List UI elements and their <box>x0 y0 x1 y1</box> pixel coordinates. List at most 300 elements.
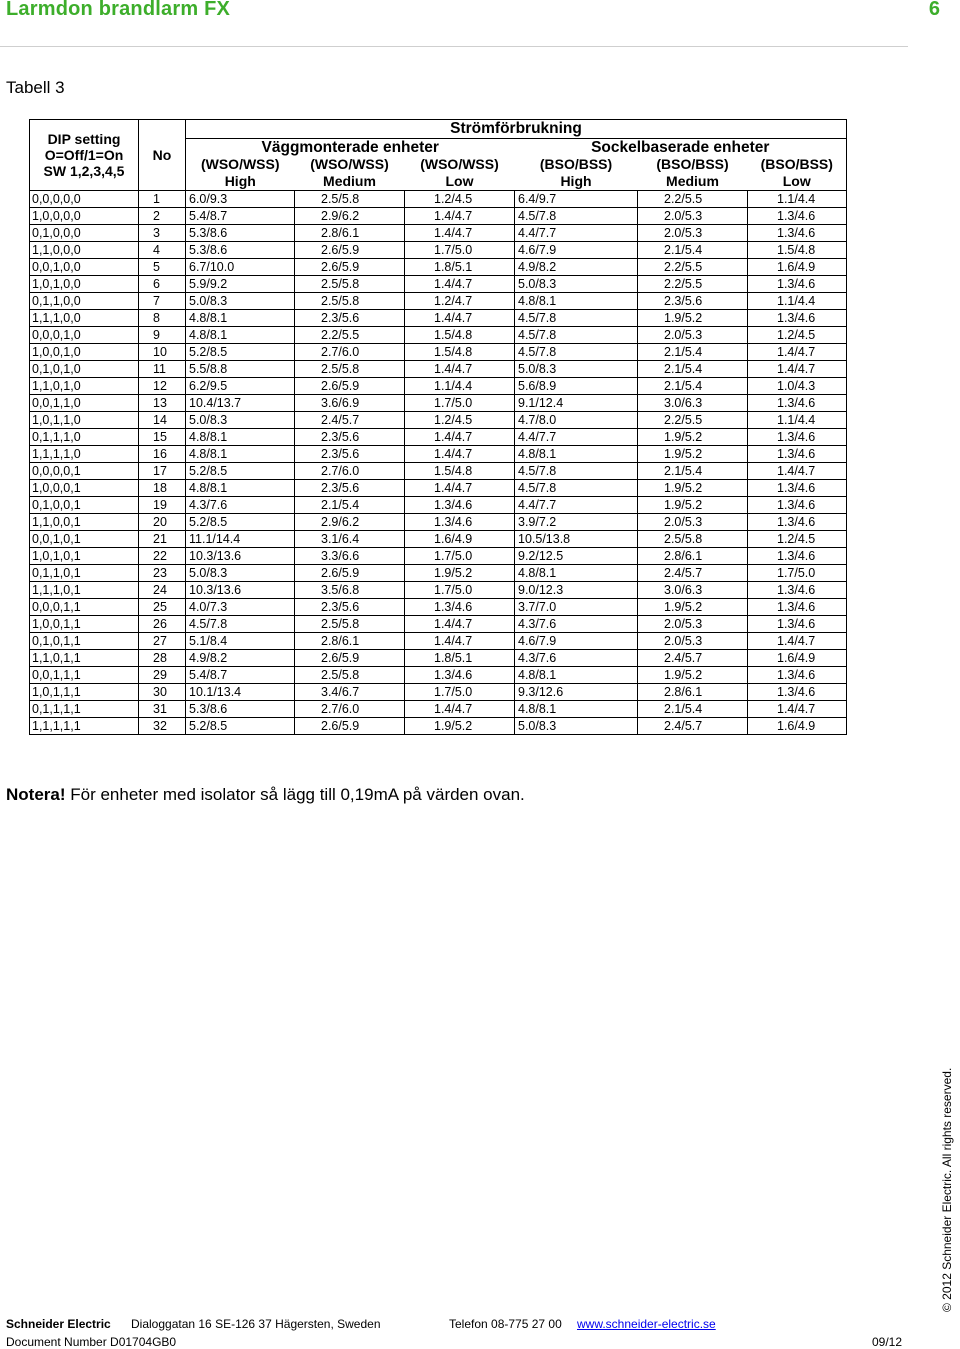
wso-low-cell: 1.1/4.4 <box>405 378 515 395</box>
wso-medium-cell: 2.3/5.6 <box>295 480 405 497</box>
no-cell: 2 <box>139 208 186 225</box>
table-row <box>30 684 847 701</box>
bso-low-cell: 1.3/4.6 <box>748 497 847 514</box>
subheader-level: High <box>515 173 638 191</box>
wso-low-cell: 1.5/4.8 <box>405 327 515 344</box>
wso-high-cell: 5.2/8.5 <box>186 344 295 361</box>
table-row <box>30 225 847 242</box>
bso-high-cell: 5.0/8.3 <box>515 718 638 735</box>
wso-low-cell: 1.4/4.7 <box>405 225 515 242</box>
wso-low-cell: 1.9/5.2 <box>405 718 515 735</box>
dip-setting-cell: 0,1,0,1,0 <box>30 361 139 378</box>
wso-medium-cell: 2.5/5.8 <box>295 667 405 684</box>
dip-setting-cell: 1,0,1,1,1 <box>30 684 139 701</box>
current-consumption-table <box>29 119 847 735</box>
bso-medium-cell: 2.3/5.6 <box>638 293 748 310</box>
dip-setting-cell: 1,0,1,0,1 <box>30 548 139 565</box>
table-row <box>30 701 847 718</box>
wso-low-cell: 1.9/5.2 <box>405 565 515 582</box>
copyright: © 2012 Schneider Electric. All rights reserved. <box>940 1067 954 1312</box>
subheader-model: (WSO/WSS) <box>420 156 499 172</box>
table-row <box>30 344 847 361</box>
bso-high-cell: 4.8/8.1 <box>515 446 638 463</box>
no-cell: 19 <box>139 497 186 514</box>
wso-low-cell: 1.3/4.6 <box>405 667 515 684</box>
bso-medium-cell: 2.0/5.3 <box>638 225 748 242</box>
bso-low-cell: 1.5/4.8 <box>748 242 847 259</box>
bso-high-cell: 9.0/12.3 <box>515 582 638 599</box>
dip-header-line: O=Off/1=On <box>44 147 124 163</box>
wso-medium-cell: 2.5/5.8 <box>295 276 405 293</box>
wso-high-cell: 5.3/8.6 <box>186 225 295 242</box>
subheader-model: (WSO/WSS) <box>200 156 280 172</box>
subheader-level: Medium <box>295 173 405 191</box>
no-cell: 8 <box>139 310 186 327</box>
dip-setting-cell: 0,0,0,0,0 <box>30 191 139 208</box>
table-row <box>30 429 847 446</box>
bso-medium-cell: 1.9/5.2 <box>638 310 748 327</box>
table-row <box>30 497 847 514</box>
wso-high-cell: 5.3/8.6 <box>186 242 295 259</box>
wso-high-cell: 4.5/7.8 <box>186 616 295 633</box>
wso-low-cell: 1.4/4.7 <box>405 276 515 293</box>
wso-low-cell: 1.7/5.0 <box>405 684 515 701</box>
subheader-level: Low <box>748 173 847 191</box>
bso-medium-cell: 2.4/5.7 <box>638 718 748 735</box>
table-row <box>30 446 847 463</box>
wso-high-cell: 5.0/8.3 <box>186 412 295 429</box>
subheader-level: High <box>186 173 295 191</box>
dip-setting-cell: 1,0,1,1,0 <box>30 412 139 429</box>
wso-low-cell: 1.4/4.7 <box>405 633 515 650</box>
wso-low-cell: 1.5/4.8 <box>405 344 515 361</box>
bso-low-cell: 1.3/4.6 <box>748 480 847 497</box>
bso-high-cell: 4.4/7.7 <box>515 429 638 446</box>
dip-setting-cell: 0,0,1,0,0 <box>30 259 139 276</box>
bso-low-cell: 1.3/4.6 <box>748 310 847 327</box>
footer-phone: Telefon 08-775 27 00 <box>449 1317 562 1331</box>
dip-setting-cell: 1,1,1,0,0 <box>30 310 139 327</box>
wso-low-cell: 1.2/4.7 <box>405 293 515 310</box>
wso-high-cell: 10.3/13.6 <box>186 548 295 565</box>
wso-high-cell: 6.2/9.5 <box>186 378 295 395</box>
bso-high-cell: 4.5/7.8 <box>515 480 638 497</box>
bso-high-cell: 4.8/8.1 <box>515 293 638 310</box>
no-cell: 12 <box>139 378 186 395</box>
wso-high-cell: 5.5/8.8 <box>186 361 295 378</box>
table-row <box>30 310 847 327</box>
wso-low-cell: 1.4/4.7 <box>405 429 515 446</box>
note-label: Notera! <box>6 785 66 804</box>
table-row <box>30 293 847 310</box>
wso-low-cell: 1.7/5.0 <box>405 242 515 259</box>
wso-medium-cell: 2.7/6.0 <box>295 344 405 361</box>
no-cell: 28 <box>139 650 186 667</box>
wso-low-cell: 1.4/4.7 <box>405 361 515 378</box>
wso-medium-cell: 2.3/5.6 <box>295 446 405 463</box>
table-row <box>30 718 847 735</box>
wso-high-cell: 5.9/9.2 <box>186 276 295 293</box>
bso-medium-cell: 1.9/5.2 <box>638 446 748 463</box>
wso-high-cell: 6.7/10.0 <box>186 259 295 276</box>
wso-high-cell: 5.3/8.6 <box>186 701 295 718</box>
no-cell: 4 <box>139 242 186 259</box>
table-row <box>30 276 847 293</box>
no-cell: 18 <box>139 480 186 497</box>
wso-high-cell: 4.9/8.2 <box>186 650 295 667</box>
subheader-model: (BSO/BSS) <box>748 156 847 173</box>
wso-high-cell: 5.2/8.5 <box>186 718 295 735</box>
bso-medium-cell: 2.1/5.4 <box>638 344 748 361</box>
dip-setting-cell: 1,0,1,0,0 <box>30 276 139 293</box>
table-row <box>30 378 847 395</box>
no-cell: 16 <box>139 446 186 463</box>
table-row <box>30 327 847 344</box>
wso-medium-cell: 2.6/5.9 <box>295 242 405 259</box>
dip-setting-header <box>30 120 139 191</box>
bso-low-cell: 1.4/4.7 <box>748 344 847 361</box>
wall-mounted-header: Väggmonterade enheter <box>186 139 515 157</box>
wso-high-cell: 4.0/7.3 <box>186 599 295 616</box>
bso-medium-cell: 2.0/5.3 <box>638 633 748 650</box>
bso-medium-cell: 2.2/5.5 <box>638 412 748 429</box>
table-row <box>30 395 847 412</box>
no-cell: 10 <box>139 344 186 361</box>
dip-setting-cell: 1,0,0,0,1 <box>30 480 139 497</box>
bso-low-cell: 1.3/4.6 <box>748 582 847 599</box>
dip-setting-cell: 1,1,1,1,1 <box>30 718 139 735</box>
dip-setting-cell: 0,1,0,0,1 <box>30 497 139 514</box>
bso-low-cell: 1.3/4.6 <box>748 599 847 616</box>
no-header: No <box>139 120 186 191</box>
wso-medium-cell: 2.9/6.2 <box>295 514 405 531</box>
footer-address: Dialoggatan 16 SE-126 37 Hägersten, Sweden <box>131 1317 381 1331</box>
no-cell: 27 <box>139 633 186 650</box>
bso-medium-cell: 1.9/5.2 <box>638 667 748 684</box>
bso-high-cell: 4.7/8.0 <box>515 412 638 429</box>
wso-high-cell: 5.4/8.7 <box>186 667 295 684</box>
bso-high-cell: 4.8/8.1 <box>515 701 638 718</box>
wso-low-cell: 1.5/4.8 <box>405 463 515 480</box>
dip-header-line: DIP setting <box>47 131 121 147</box>
header-divider <box>0 46 908 47</box>
wso-low-cell: 1.4/4.7 <box>405 701 515 718</box>
table-row <box>30 480 847 497</box>
bso-low-cell: 1.0/4.3 <box>748 378 847 395</box>
no-cell: 22 <box>139 548 186 565</box>
wso-low-cell: 1.7/5.0 <box>405 582 515 599</box>
table-row <box>30 208 847 225</box>
bso-low-cell: 1.1/4.4 <box>748 293 847 310</box>
no-cell: 24 <box>139 582 186 599</box>
wso-medium-cell: 2.7/6.0 <box>295 463 405 480</box>
bso-high-cell: 4.5/7.8 <box>515 344 638 361</box>
bso-medium-cell: 2.1/5.4 <box>638 463 748 480</box>
table-row <box>30 599 847 616</box>
wso-low-cell: 1.4/4.7 <box>405 310 515 327</box>
bso-low-cell: 1.3/4.6 <box>748 395 847 412</box>
base-mounted-header: Sockelbaserade enheter <box>515 139 847 157</box>
wso-high-cell: 4.8/8.1 <box>186 429 295 446</box>
dip-setting-cell: 0,1,1,1,0 <box>30 429 139 446</box>
dip-setting-cell: 1,1,1,0,1 <box>30 582 139 599</box>
wso-low-cell: 1.2/4.5 <box>405 191 515 208</box>
wso-low-cell: 1.3/4.6 <box>405 497 515 514</box>
wso-high-cell: 4.3/7.6 <box>186 497 295 514</box>
bso-low-cell: 1.1/4.4 <box>748 412 847 429</box>
wso-low-cell: 1.4/4.7 <box>405 446 515 463</box>
dip-header-line: SW 1,2,3,4,5 <box>43 163 125 179</box>
wso-low-cell: 1.3/4.6 <box>405 514 515 531</box>
wso-high-cell: 5.4/8.7 <box>186 208 295 225</box>
bso-low-cell: 1.7/5.0 <box>748 565 847 582</box>
wso-high-cell: 5.2/8.5 <box>186 463 295 480</box>
wso-medium-cell: 3.1/6.4 <box>295 531 405 548</box>
dip-setting-cell: 1,0,0,1,0 <box>30 344 139 361</box>
wso-high-cell: 5.1/8.4 <box>186 633 295 650</box>
wso-low-cell: 1.4/4.7 <box>405 208 515 225</box>
bso-high-cell: 6.4/9.7 <box>515 191 638 208</box>
no-cell: 11 <box>139 361 186 378</box>
dip-setting-cell: 0,1,0,0,0 <box>30 225 139 242</box>
bso-low-cell: 1.3/4.6 <box>748 276 847 293</box>
dip-setting-cell: 0,0,0,1,1 <box>30 599 139 616</box>
wso-high-cell: 5.0/8.3 <box>186 565 295 582</box>
wso-medium-cell: 2.2/5.5 <box>295 327 405 344</box>
bso-low-cell: 1.2/4.5 <box>748 531 847 548</box>
no-cell: 15 <box>139 429 186 446</box>
dip-setting-cell: 0,0,1,1,0 <box>30 395 139 412</box>
subheader-level: Low <box>405 173 515 191</box>
bso-medium-cell: 2.2/5.5 <box>638 191 748 208</box>
wso-medium-cell: 2.3/5.6 <box>295 429 405 446</box>
wso-high-cell: 5.0/8.3 <box>186 293 295 310</box>
no-cell: 30 <box>139 684 186 701</box>
no-cell: 32 <box>139 718 186 735</box>
bso-low-cell: 1.3/4.6 <box>748 667 847 684</box>
dip-setting-cell: 0,1,1,0,1 <box>30 565 139 582</box>
wso-low-cell: 1.3/4.6 <box>405 599 515 616</box>
bso-high-cell: 4.3/7.6 <box>515 616 638 633</box>
wso-medium-cell: 2.6/5.9 <box>295 259 405 276</box>
bso-medium-cell: 2.0/5.3 <box>638 208 748 225</box>
table-row <box>30 582 847 599</box>
no-cell: 13 <box>139 395 186 412</box>
bso-low-cell: 1.3/4.6 <box>748 684 847 701</box>
bso-medium-cell: 2.1/5.4 <box>638 378 748 395</box>
table-row <box>30 548 847 565</box>
wso-medium-cell: 2.8/6.1 <box>295 633 405 650</box>
bso-low-cell: 1.3/4.6 <box>748 225 847 242</box>
bso-high-cell: 9.3/12.6 <box>515 684 638 701</box>
wso-medium-cell: 3.4/6.7 <box>295 684 405 701</box>
wso-high-cell: 4.8/8.1 <box>186 327 295 344</box>
group-header: Strömförbrukning <box>186 120 847 139</box>
no-cell: 6 <box>139 276 186 293</box>
wso-low-cell: 1.2/4.5 <box>405 412 515 429</box>
note-text: För enheter med isolator så lägg till 0,19mA på värden ovan. <box>65 785 525 804</box>
bso-high-cell: 4.6/7.9 <box>515 633 638 650</box>
bso-low-cell: 1.4/4.7 <box>748 701 847 718</box>
table-title: Tabell 3 <box>6 78 65 97</box>
dip-setting-cell: 0,0,0,0,1 <box>30 463 139 480</box>
wso-medium-cell: 2.5/5.8 <box>295 293 405 310</box>
bso-high-cell: 4.4/7.7 <box>515 225 638 242</box>
table-row <box>30 667 847 684</box>
bso-low-cell: 1.3/4.6 <box>748 616 847 633</box>
bso-low-cell: 1.6/4.9 <box>748 259 847 276</box>
wso-medium-cell: 2.7/6.0 <box>295 701 405 718</box>
bso-medium-cell: 1.9/5.2 <box>638 599 748 616</box>
no-cell: 25 <box>139 599 186 616</box>
wso-medium-cell: 3.5/6.8 <box>295 582 405 599</box>
bso-low-cell: 1.3/4.6 <box>748 446 847 463</box>
bso-low-cell: 1.6/4.9 <box>748 718 847 735</box>
bso-medium-cell: 2.1/5.4 <box>638 242 748 259</box>
dip-setting-cell: 0,1,0,1,1 <box>30 633 139 650</box>
dip-setting-cell: 1,1,0,1,1 <box>30 650 139 667</box>
bso-medium-cell: 2.2/5.5 <box>638 259 748 276</box>
wso-medium-cell: 2.9/6.2 <box>295 208 405 225</box>
no-cell: 17 <box>139 463 186 480</box>
footer-website-link[interactable]: www.schneider-electric.se <box>577 1317 716 1331</box>
wso-low-cell: 1.6/4.9 <box>405 531 515 548</box>
wso-medium-cell: 2.1/5.4 <box>295 497 405 514</box>
table-row <box>30 616 847 633</box>
subheader-model: (BSO/BSS) <box>656 156 729 172</box>
no-cell: 20 <box>139 514 186 531</box>
bso-low-cell: 1.6/4.9 <box>748 650 847 667</box>
bso-low-cell: 1.1/4.4 <box>748 191 847 208</box>
bso-medium-cell: 2.0/5.3 <box>638 514 748 531</box>
dip-setting-cell: 1,1,0,1,0 <box>30 378 139 395</box>
no-cell: 29 <box>139 667 186 684</box>
bso-high-cell: 4.9/8.2 <box>515 259 638 276</box>
bso-medium-cell: 2.8/6.1 <box>638 684 748 701</box>
bso-low-cell: 1.4/4.7 <box>748 463 847 480</box>
table-row <box>30 259 847 276</box>
bso-low-cell: 1.3/4.6 <box>748 514 847 531</box>
note <box>6 785 525 805</box>
doc-header-title: Larmdon brandlarm FX <box>6 0 231 20</box>
wso-high-cell: 4.8/8.1 <box>186 446 295 463</box>
footer-doc-number: Document Number D01704GB0 <box>6 1335 177 1349</box>
wso-low-cell: 1.8/5.1 <box>405 650 515 667</box>
wso-high-cell: 4.8/8.1 <box>186 310 295 327</box>
subheader-level: Medium <box>638 173 748 191</box>
wso-high-cell: 10.1/13.4 <box>186 684 295 701</box>
bso-high-cell: 5.0/8.3 <box>515 361 638 378</box>
bso-medium-cell: 2.8/6.1 <box>638 548 748 565</box>
bso-high-cell: 5.0/8.3 <box>515 276 638 293</box>
dip-setting-cell: 1,1,1,1,0 <box>30 446 139 463</box>
bso-low-cell: 1.4/4.7 <box>748 361 847 378</box>
wso-medium-cell: 2.8/6.1 <box>295 225 405 242</box>
bso-high-cell: 4.5/7.8 <box>515 310 638 327</box>
bso-high-cell: 4.5/7.8 <box>515 327 638 344</box>
table-row <box>30 514 847 531</box>
no-cell: 7 <box>139 293 186 310</box>
dip-setting-cell: 1,0,0,0,0 <box>30 208 139 225</box>
bso-high-cell: 4.6/7.9 <box>515 242 638 259</box>
bso-low-cell: 1.2/4.5 <box>748 327 847 344</box>
no-cell: 5 <box>139 259 186 276</box>
wso-medium-cell: 2.5/5.8 <box>295 361 405 378</box>
bso-medium-cell: 1.9/5.2 <box>638 429 748 446</box>
wso-medium-cell: 3.6/6.9 <box>295 395 405 412</box>
wso-low-cell: 1.8/5.1 <box>405 259 515 276</box>
table-row <box>30 650 847 667</box>
wso-low-cell: 1.4/4.7 <box>405 616 515 633</box>
bso-high-cell: 4.3/7.6 <box>515 650 638 667</box>
bso-high-cell: 4.5/7.8 <box>515 463 638 480</box>
wso-medium-cell: 2.4/5.7 <box>295 412 405 429</box>
bso-high-cell: 3.7/7.0 <box>515 599 638 616</box>
no-cell: 1 <box>139 191 186 208</box>
wso-high-cell: 5.2/8.5 <box>186 514 295 531</box>
dip-setting-cell: 1,0,0,1,1 <box>30 616 139 633</box>
wso-high-cell: 4.8/8.1 <box>186 480 295 497</box>
no-cell: 26 <box>139 616 186 633</box>
bso-medium-cell: 2.4/5.7 <box>638 650 748 667</box>
bso-high-cell: 10.5/13.8 <box>515 531 638 548</box>
subheader-model: (BSO/BSS) <box>539 156 613 172</box>
dip-setting-cell: 0,0,0,1,0 <box>30 327 139 344</box>
bso-medium-cell: 2.0/5.3 <box>638 327 748 344</box>
bso-high-cell: 4.8/8.1 <box>515 565 638 582</box>
bso-medium-cell: 2.4/5.7 <box>638 565 748 582</box>
bso-medium-cell: 1.9/5.2 <box>638 497 748 514</box>
dip-setting-cell: 0,0,1,0,1 <box>30 531 139 548</box>
bso-medium-cell: 2.1/5.4 <box>638 701 748 718</box>
bso-medium-cell: 2.1/5.4 <box>638 361 748 378</box>
bso-medium-cell: 2.0/5.3 <box>638 616 748 633</box>
no-cell: 21 <box>139 531 186 548</box>
table-row <box>30 191 847 208</box>
wso-medium-cell: 2.6/5.9 <box>295 378 405 395</box>
bso-high-cell: 4.8/8.1 <box>515 667 638 684</box>
bso-high-cell: 3.9/7.2 <box>515 514 638 531</box>
table-row <box>30 531 847 548</box>
wso-medium-cell: 2.3/5.6 <box>295 599 405 616</box>
no-cell: 31 <box>139 701 186 718</box>
table-row <box>30 412 847 429</box>
wso-medium-cell: 2.6/5.9 <box>295 718 405 735</box>
wso-medium-cell: 2.6/5.9 <box>295 565 405 582</box>
bso-medium-cell: 2.2/5.5 <box>638 276 748 293</box>
bso-medium-cell: 2.5/5.8 <box>638 531 748 548</box>
bso-high-cell: 9.1/12.4 <box>515 395 638 412</box>
bso-high-cell: 5.6/8.9 <box>515 378 638 395</box>
wso-high-cell: 10.3/13.6 <box>186 582 295 599</box>
no-cell: 3 <box>139 225 186 242</box>
bso-high-cell: 4.4/7.7 <box>515 497 638 514</box>
table-row <box>30 242 847 259</box>
table-row <box>30 565 847 582</box>
wso-medium-cell: 2.3/5.6 <box>295 310 405 327</box>
wso-low-cell: 1.4/4.7 <box>405 480 515 497</box>
wso-medium-cell: 3.3/6.6 <box>295 548 405 565</box>
page-number: 6 <box>928 0 940 20</box>
bso-medium-cell: 3.0/6.3 <box>638 395 748 412</box>
bso-medium-cell: 3.0/6.3 <box>638 582 748 599</box>
wso-high-cell: 11.1/14.4 <box>186 531 295 548</box>
bso-low-cell: 1.3/4.6 <box>748 208 847 225</box>
dip-setting-cell: 0,1,1,0,0 <box>30 293 139 310</box>
bso-medium-cell: 1.9/5.2 <box>638 480 748 497</box>
footer-date: 09/12 <box>872 1335 903 1349</box>
table-row <box>30 633 847 650</box>
